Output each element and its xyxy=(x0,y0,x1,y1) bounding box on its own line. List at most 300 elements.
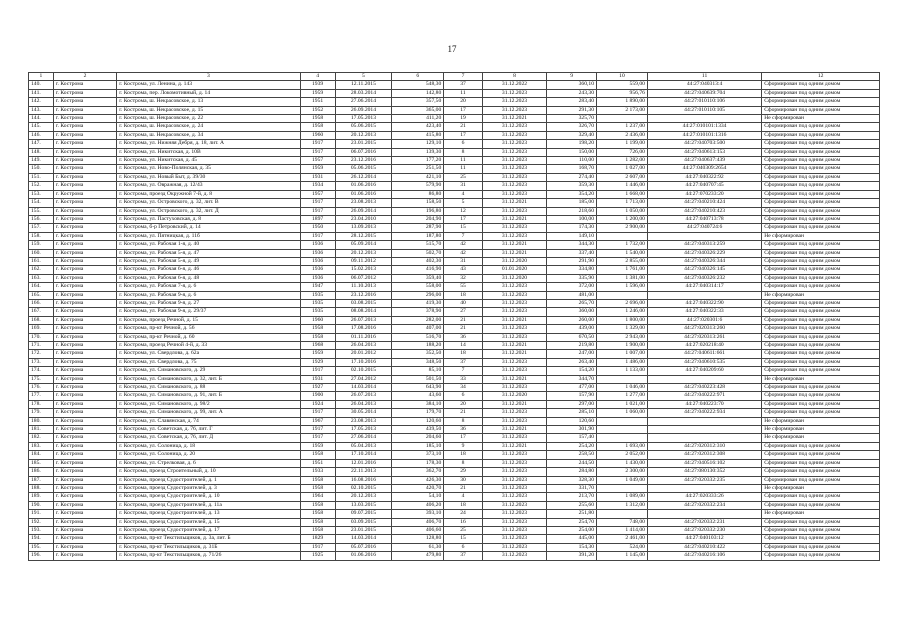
cell-address: г. Кострома, ул. Островского, д. 32, лит. В xyxy=(117,199,300,207)
cell-row-number: 194. xyxy=(29,535,54,543)
cell-row-number: 149. xyxy=(29,157,54,165)
cell-year-built: 1958 xyxy=(300,526,335,534)
cell-date: 05.07.2016 xyxy=(335,543,392,551)
cell-area-living: 154,30 xyxy=(547,543,597,551)
cell-row-number: 151. xyxy=(29,173,54,181)
cell-row-number: 146. xyxy=(29,131,54,139)
table-row xyxy=(29,434,880,442)
cell-land-status: Не сформирован xyxy=(762,426,880,434)
cell-land-area xyxy=(597,115,648,123)
cell-area-total: 85,10 xyxy=(392,367,444,375)
cell-row-number: 191. xyxy=(29,510,54,518)
cell-row-number: 190. xyxy=(29,501,54,509)
cell-address: г. Кострома, ул. Пятницкая, д. 11б xyxy=(117,232,300,240)
cell-city: г. Кострома xyxy=(53,493,116,501)
cell-land-status: Сформирован под одним домом xyxy=(762,350,880,358)
cell-area-living: 439,00 xyxy=(547,325,597,333)
table-header-row xyxy=(29,73,880,81)
cell-land-area: 726,00 xyxy=(597,148,648,156)
cell-city: г. Кострома xyxy=(53,426,116,434)
cell-land-area: 1 060,00 xyxy=(597,409,648,417)
column-header: 1 xyxy=(29,73,54,81)
table-row xyxy=(29,224,880,232)
cell-residents: 6 xyxy=(444,543,482,551)
cell-address: г. Кострома, ул. Славянская, д. 74 xyxy=(117,417,300,425)
cell-date: 15.02.2013 xyxy=(335,266,392,274)
cell-year-built: 1917 xyxy=(300,543,335,551)
cell-city: г. Кострома xyxy=(53,468,116,476)
cell-address: г. Кострома, ул. Рабочая 6-я, д. 46 xyxy=(117,266,300,274)
cell-address: г. Кострома, ул. Никитская, д. 45 xyxy=(117,157,300,165)
cell-year-built: 1958 xyxy=(300,484,335,492)
cell-area-living: 284,80 xyxy=(547,468,597,476)
cell-year-built: 1936 xyxy=(300,274,335,282)
cell-date: 01.06.2016 xyxy=(335,552,392,560)
cell-city: г. Кострома xyxy=(53,182,116,190)
column-header: 10 xyxy=(597,73,648,81)
cell-land-status: Сформирован под одним домом xyxy=(762,241,880,249)
cell-row-number: 177. xyxy=(29,392,54,400)
cell-city: г. Кострома xyxy=(53,400,116,408)
cell-row-number: 154. xyxy=(29,199,54,207)
cell-date: 23.01.2015 xyxy=(335,140,392,148)
cell-date: 17.10.2016 xyxy=(335,358,392,366)
cell-deadline-date: 31.12.2021 xyxy=(482,375,547,383)
cell-date: 01.06.2016 xyxy=(335,182,392,190)
cell-land-area xyxy=(597,232,648,240)
cell-residents: 31 xyxy=(444,257,482,265)
cell-land-area: 1 246,00 xyxy=(597,308,648,316)
cell-residents: 25 xyxy=(444,526,482,534)
cell-land-status: Сформирован под одним домом xyxy=(762,325,880,333)
cell-land-area: 1 145,00 xyxy=(597,552,648,560)
cell-residents: 15 xyxy=(444,535,482,543)
cell-row-number: 169. xyxy=(29,325,54,333)
housing-register-table xyxy=(28,72,880,561)
cell-area-total: 120,60 xyxy=(392,417,444,425)
cell-row-number: 165. xyxy=(29,291,54,299)
cell-area-living: 185,00 xyxy=(547,199,597,207)
cell-row-number: 193. xyxy=(29,526,54,534)
table-row xyxy=(29,400,880,408)
cell-deadline-date: 31.12.2023 xyxy=(482,224,547,232)
cell-land-area: 1 046,00 xyxy=(597,384,648,392)
cell-land-area: 2 436,00 xyxy=(597,131,648,139)
cell-city: г. Кострома xyxy=(53,526,116,534)
cell-land-status: Сформирован под одним домом xyxy=(762,173,880,181)
cell-deadline-date: 31.12.2023 xyxy=(482,333,547,341)
cell-land-status: Сформирован под одним домом xyxy=(762,476,880,484)
cell-area-living: 335,90 xyxy=(547,274,597,282)
cell-year-built: 1917 xyxy=(300,434,335,442)
cell-land-area xyxy=(597,417,648,425)
cell-address: г. Кострома, ул. Рабочая 5-я, д. 47 xyxy=(117,249,300,257)
cell-address: г. Кострома, пр-кт Речной, д. 56 xyxy=(117,325,300,333)
cell-residents: 30 xyxy=(444,476,482,484)
cell-date: 06.07.2016 xyxy=(335,148,392,156)
cell-address: г. Кострома, ул. Пастуховская, д. 8 xyxy=(117,215,300,223)
cell-deadline-date: 31.12.2023 xyxy=(482,526,547,534)
cell-area-living: 219,80 xyxy=(547,342,597,350)
cell-deadline-date: 31.12.2023 xyxy=(482,358,547,366)
cell-city: г. Кострома xyxy=(53,106,116,114)
cell-land-status: Сформирован под одним домом xyxy=(762,442,880,450)
cell-land-area: 1 414,00 xyxy=(597,526,648,534)
cell-address: г. Кострома, ул. Симановского, д. 32, лит. Б xyxy=(117,375,300,383)
cell-city: г. Кострома xyxy=(53,299,116,307)
cell-city: г. Кострома xyxy=(53,148,116,156)
cell-city: г. Кострома xyxy=(53,333,116,341)
cell-city: г. Кострома xyxy=(53,543,116,551)
cell-city: г. Кострома xyxy=(53,442,116,450)
cell-area-living: 670,50 xyxy=(547,333,597,341)
cell-date: 02.10.2015 xyxy=(335,484,392,492)
cell-area-living: 260,00 xyxy=(547,316,597,324)
cell-deadline-date: 31.12.2023 xyxy=(482,367,547,375)
cell-land-area: 1 900,00 xyxy=(597,342,648,350)
cell-area-total: 188,20 xyxy=(392,342,444,350)
cell-residents: 33 xyxy=(444,375,482,383)
cell-row-number: 148. xyxy=(29,148,54,156)
table-row xyxy=(29,367,880,375)
cell-city: г. Кострома xyxy=(53,207,116,215)
cell-deadline-date: 31.12.2023 xyxy=(482,299,547,307)
cell-land-status: Сформирован под одним домом xyxy=(762,409,880,417)
cell-city: г. Кострома xyxy=(53,157,116,165)
table-row xyxy=(29,299,880,307)
cell-land-status: Сформирован под одним домом xyxy=(762,459,880,467)
cell-area-living: 154,20 xyxy=(547,367,597,375)
cell-city: г. Кострома xyxy=(53,165,116,173)
cell-cadastral-number: 44:27:040326:229 xyxy=(647,249,761,257)
cell-area-living: 258,50 xyxy=(547,451,597,459)
cell-land-area: 2 607,00 xyxy=(597,173,648,181)
cell-address: г. Кострома, ул. Рабочая 9-я, д. 29/37 xyxy=(117,308,300,316)
cell-city: г. Кострома xyxy=(53,241,116,249)
cell-year-built: 1959 xyxy=(300,350,335,358)
cell-land-status: Сформирован под одним домом xyxy=(762,384,880,392)
cell-area-total: 204,90 xyxy=(392,215,444,223)
cell-residents: 4 xyxy=(444,190,482,198)
cell-address: г. Кострома, ул. Симановского, д. 88 xyxy=(117,384,300,392)
cell-date: 26.04.2013 xyxy=(335,342,392,350)
cell-row-number: 196. xyxy=(29,552,54,560)
cell-date: 23.04.2010 xyxy=(335,215,392,223)
cell-cadastral-number: 44:27:040322:90 xyxy=(647,299,761,307)
cell-row-number: 180. xyxy=(29,417,54,425)
cell-deadline-date: 31.12.2021 xyxy=(482,400,547,408)
cell-address: г. Кострома, ш. Некрасовское, д. 13 xyxy=(117,98,300,106)
cell-address: г. Кострома, проезд Судостроителей, д. 3 xyxy=(117,484,300,492)
cell-land-status: Сформирован под одним домом xyxy=(762,215,880,223)
cell-area-total: 196,80 xyxy=(392,207,444,215)
cell-address: г. Кострома, проезд Судостроителей, д. 11а xyxy=(117,501,300,509)
cell-cadastral-number: 44:27:040326:232 xyxy=(647,274,761,282)
cell-row-number: 179. xyxy=(29,409,54,417)
cell-address: г. Кострома, ул. Симановского, д. 29 xyxy=(117,367,300,375)
cell-deadline-date: 31.12.2023 xyxy=(482,165,547,173)
cell-residents: 25 xyxy=(444,173,482,181)
cell-year-built: 1936 xyxy=(300,266,335,274)
cell-address: г. Кострома, проезд Речной, д. 15 xyxy=(117,316,300,324)
cell-city: г. Кострома xyxy=(53,308,116,316)
cell-residents: 11 xyxy=(444,165,482,173)
table-row xyxy=(29,392,880,400)
cell-deadline-date: 31.12.2020 xyxy=(482,257,547,265)
cell-date: 17.10.2014 xyxy=(335,451,392,459)
cell-area-total: 548,30 xyxy=(392,81,444,89)
cell-cadastral-number: 44:27:020301:6 xyxy=(647,316,761,324)
cell-deadline-date: 31.12.2023 xyxy=(482,173,547,181)
cell-cadastral-number: 44:27:020312:310 xyxy=(647,442,761,450)
cell-land-area xyxy=(597,426,648,434)
table-row xyxy=(29,173,880,181)
cell-address: г. Кострома, ул. Советская, д. 76, лит. Г xyxy=(117,426,300,434)
table-row xyxy=(29,375,880,383)
cell-city: г. Кострома xyxy=(53,232,116,240)
cell-area-total: 357,50 xyxy=(392,98,444,106)
cell-year-built: 1936 xyxy=(300,249,335,257)
cell-area-living: 247,00 xyxy=(547,350,597,358)
cell-land-status: Сформирован под одним домом xyxy=(762,257,880,265)
cell-city: г. Кострома xyxy=(53,257,116,265)
cell-residents: 20 xyxy=(444,400,482,408)
cell-year-built: 1917 xyxy=(300,232,335,240)
cell-land-area: 1 312,00 xyxy=(597,501,648,509)
cell-residents: 43 xyxy=(444,266,482,274)
cell-city: г. Кострома xyxy=(53,434,116,442)
cell-residents: 17 xyxy=(444,434,482,442)
cell-deadline-date: 31.12.2020 xyxy=(482,392,547,400)
cell-row-number: 159. xyxy=(29,241,54,249)
cell-address: г. Кострома, ул. Симановского, д. 91, лит. Б xyxy=(117,392,300,400)
cell-cadastral-number xyxy=(647,484,761,492)
cell-cadastral-number xyxy=(647,375,761,383)
cell-city: г. Кострома xyxy=(53,291,116,299)
cell-land-status: Сформирован под одним домом xyxy=(762,316,880,324)
cell-deadline-date: 31.12.2021 xyxy=(482,199,547,207)
cell-land-status: Сформирован под одним домом xyxy=(762,367,880,375)
table-row xyxy=(29,115,880,123)
cell-date: 28.03.2014 xyxy=(335,89,392,97)
cell-cadastral-number: 44:27:040326:145 xyxy=(647,266,761,274)
cell-date: 05.09.2014 xyxy=(335,241,392,249)
cell-year-built: 1933 xyxy=(300,468,335,476)
cell-land-status: Сформирован под одним домом xyxy=(762,274,880,282)
cell-residents: 20 xyxy=(444,98,482,106)
cell-land-area: 1 089,00 xyxy=(597,493,648,501)
table-row xyxy=(29,333,880,341)
table-row xyxy=(29,316,880,324)
cell-address: г. Кострома, проезд Судостроителей, д. 10 xyxy=(117,493,300,501)
cell-cadastral-number: 44:27:070233:20 xyxy=(647,190,761,198)
cell-address: г. Кострома, пр-кт Текстильщиков, д. 3а, лит. Б xyxy=(117,535,300,543)
cell-row-number: 156. xyxy=(29,215,54,223)
cell-cadastral-number: 44:27:040223:428 xyxy=(647,384,761,392)
cell-land-area xyxy=(597,291,648,299)
cell-land-area: 2 855,00 xyxy=(597,257,648,265)
cell-year-built: 1958 xyxy=(300,510,335,518)
cell-area-total: 406,70 xyxy=(392,518,444,526)
cell-address: г. Кострома, ул. Свердлова, д. 75 xyxy=(117,358,300,366)
cell-year-built: 1931 xyxy=(300,173,335,181)
cell-residents: 12 xyxy=(444,207,482,215)
cell-date: 26.09.2014 xyxy=(335,207,392,215)
cell-area-total: 406,60 xyxy=(392,526,444,534)
cell-residents: 27 xyxy=(444,308,482,316)
cell-area-living: 100,00 xyxy=(547,215,597,223)
cell-residents: 11 xyxy=(444,157,482,165)
cell-residents: 21 xyxy=(444,123,482,131)
cell-deadline-date: 31.12.2021 xyxy=(482,215,547,223)
column-header: 4 xyxy=(300,73,335,81)
cell-residents: 9 xyxy=(444,442,482,450)
cell-city: г. Кострома xyxy=(53,81,116,89)
cell-year-built: 1968 xyxy=(300,342,335,350)
cell-cadastral-number: 44:27:040103:12 xyxy=(647,535,761,543)
cell-date: 23.12.2016 xyxy=(335,157,392,165)
cell-deadline-date: 31.12.2023 xyxy=(482,535,547,543)
cell-land-status: Сформирован под одним домом xyxy=(762,148,880,156)
cell-address: г. Кострома, проезд Окружной 7-й, д. 8 xyxy=(117,190,300,198)
cell-area-total: 348,50 xyxy=(392,358,444,366)
cell-deadline-date: 31.12.2023 xyxy=(482,131,547,139)
table-row xyxy=(29,165,880,173)
cell-city: г. Кострома xyxy=(53,274,116,282)
table-row xyxy=(29,140,880,148)
cell-year-built: 1967 xyxy=(300,417,335,425)
cell-land-area: 1 668,00 xyxy=(597,190,648,198)
cell-area-total: 178,30 xyxy=(392,459,444,467)
cell-cadastral-number: 44:27:040610:535 xyxy=(647,358,761,366)
cell-area-total: 402,30 xyxy=(392,257,444,265)
cell-year-built: 1900 xyxy=(300,392,335,400)
cell-cadastral-number: 44:27:040314:17 xyxy=(647,283,761,291)
cell-area-total: 643,90 xyxy=(392,384,444,392)
cell-land-status: Сформирован под одним домом xyxy=(762,249,880,257)
cell-cadastral-number: 44:27:040223:70 xyxy=(647,400,761,408)
cell-city: г. Кострома xyxy=(53,518,116,526)
cell-row-number: 195. xyxy=(29,543,54,551)
cell-area-living: 325,70 xyxy=(547,115,597,123)
cell-area-total: 185,10 xyxy=(392,442,444,450)
cell-row-number: 186. xyxy=(29,468,54,476)
cell-area-total: 54,10 xyxy=(392,493,444,501)
cell-land-area: 1 486,00 xyxy=(597,358,648,366)
cell-year-built: 1958 xyxy=(300,476,335,484)
cell-residents: 37 xyxy=(444,552,482,560)
cell-area-total: 501,50 xyxy=(392,375,444,383)
cell-city: г. Кострома xyxy=(53,190,116,198)
cell-area-living: 329,40 xyxy=(547,131,597,139)
cell-row-number: 155. xyxy=(29,207,54,215)
cell-row-number: 189. xyxy=(29,493,54,501)
cell-land-status: Сформирован под одним домом xyxy=(762,199,880,207)
table-row xyxy=(29,249,880,257)
column-header: 6 xyxy=(392,73,444,81)
cell-area-living: 157,40 xyxy=(547,434,597,442)
table-row xyxy=(29,476,880,484)
column-header: 5 xyxy=(335,73,392,81)
cell-cadastral-number xyxy=(647,426,761,434)
cell-cadastral-number: 44:27:040216:106 xyxy=(647,552,761,560)
cell-city: г. Кострома xyxy=(53,89,116,97)
column-header: 2 xyxy=(53,73,116,81)
cell-year-built: 1958 xyxy=(300,333,335,341)
cell-residents: 17 xyxy=(444,106,482,114)
table-row xyxy=(29,123,880,131)
cell-land-area: 1 277,00 xyxy=(597,392,648,400)
cell-row-number: 143. xyxy=(29,106,54,114)
cell-area-living: 477,00 xyxy=(547,384,597,392)
cell-cadastral-number xyxy=(647,115,761,123)
cell-address: г. Кострома, ш. Некрасовское, д. 15 xyxy=(117,106,300,114)
cell-city: г. Кострома xyxy=(53,510,116,518)
cell-row-number: 188. xyxy=(29,484,54,492)
cell-address: г. Кострома, ул. Нижняя Дебря, д. 18, лит. А xyxy=(117,140,300,148)
cell-deadline-date: 31.12.2023 xyxy=(482,417,547,425)
page-number: 17 xyxy=(447,44,457,54)
cell-year-built: 1958 xyxy=(300,518,335,526)
cell-land-status: Сформирован под одним домом xyxy=(762,140,880,148)
cell-area-total: 516,70 xyxy=(392,333,444,341)
cell-date: 20.12.2013 xyxy=(335,249,392,257)
cell-row-number: 181. xyxy=(29,426,54,434)
cell-row-number: 171. xyxy=(29,342,54,350)
cell-address: г. Кострома, б-р Петровский, д. 14 xyxy=(117,224,300,232)
table-row xyxy=(29,106,880,114)
cell-row-number: 158. xyxy=(29,232,54,240)
cell-address: г. Кострома, проезд Речной 4-й, д. 33 xyxy=(117,342,300,350)
cell-area-living: 254,20 xyxy=(547,442,597,450)
column-header: 7 xyxy=(444,73,482,81)
cell-land-area: 2 900,00 xyxy=(597,224,648,232)
cell-cadastral-number: 44:27:020332:234 xyxy=(647,501,761,509)
cell-residents: 42 xyxy=(444,241,482,249)
cell-row-number: 166. xyxy=(29,299,54,307)
cell-land-area: 1 540,00 xyxy=(597,249,648,257)
cell-year-built: 1958 xyxy=(300,501,335,509)
cell-land-area: 2 052,00 xyxy=(597,451,648,459)
cell-land-area: 1 199,00 xyxy=(597,140,648,148)
cell-cadastral-number: 44:27:020313:260 xyxy=(647,325,761,333)
cell-area-total: 251,50 xyxy=(392,165,444,173)
cell-cadastral-number: 44:27:040637:439 xyxy=(647,157,761,165)
cell-deadline-date: 31.12.2021 xyxy=(482,342,547,350)
cell-address: г. Кострома, проезд Судостроителей, д. 15 xyxy=(117,518,300,526)
cell-residents: 29 xyxy=(444,468,482,476)
cell-city: г. Кострома xyxy=(53,283,116,291)
cell-area-living: 110,00 xyxy=(547,157,597,165)
cell-deadline-date: 31.12.2021 xyxy=(482,350,547,358)
cell-date: 20.12.2013 xyxy=(335,131,392,139)
cell-date: 06.07.2012 xyxy=(335,274,392,282)
cell-area-living: 283,40 xyxy=(547,98,597,106)
cell-year-built: 1947 xyxy=(300,283,335,291)
cell-date: 17.05.2013 xyxy=(335,426,392,434)
cell-land-area xyxy=(597,434,648,442)
cell-row-number: 168. xyxy=(29,316,54,324)
cell-city: г. Кострома xyxy=(53,451,116,459)
cell-residents: 37 xyxy=(444,358,482,366)
cell-city: г. Кострома xyxy=(53,98,116,106)
cell-residents: 19 xyxy=(444,115,482,123)
table-row xyxy=(29,484,880,492)
cell-year-built: 1929 xyxy=(300,358,335,366)
cell-cadastral-number: 44:27:040322:92 xyxy=(647,173,761,181)
cell-address: г. Кострома, ул. Ленина, д. 143 xyxy=(117,81,300,89)
cell-land-status: Сформирован под одним домом xyxy=(762,308,880,316)
